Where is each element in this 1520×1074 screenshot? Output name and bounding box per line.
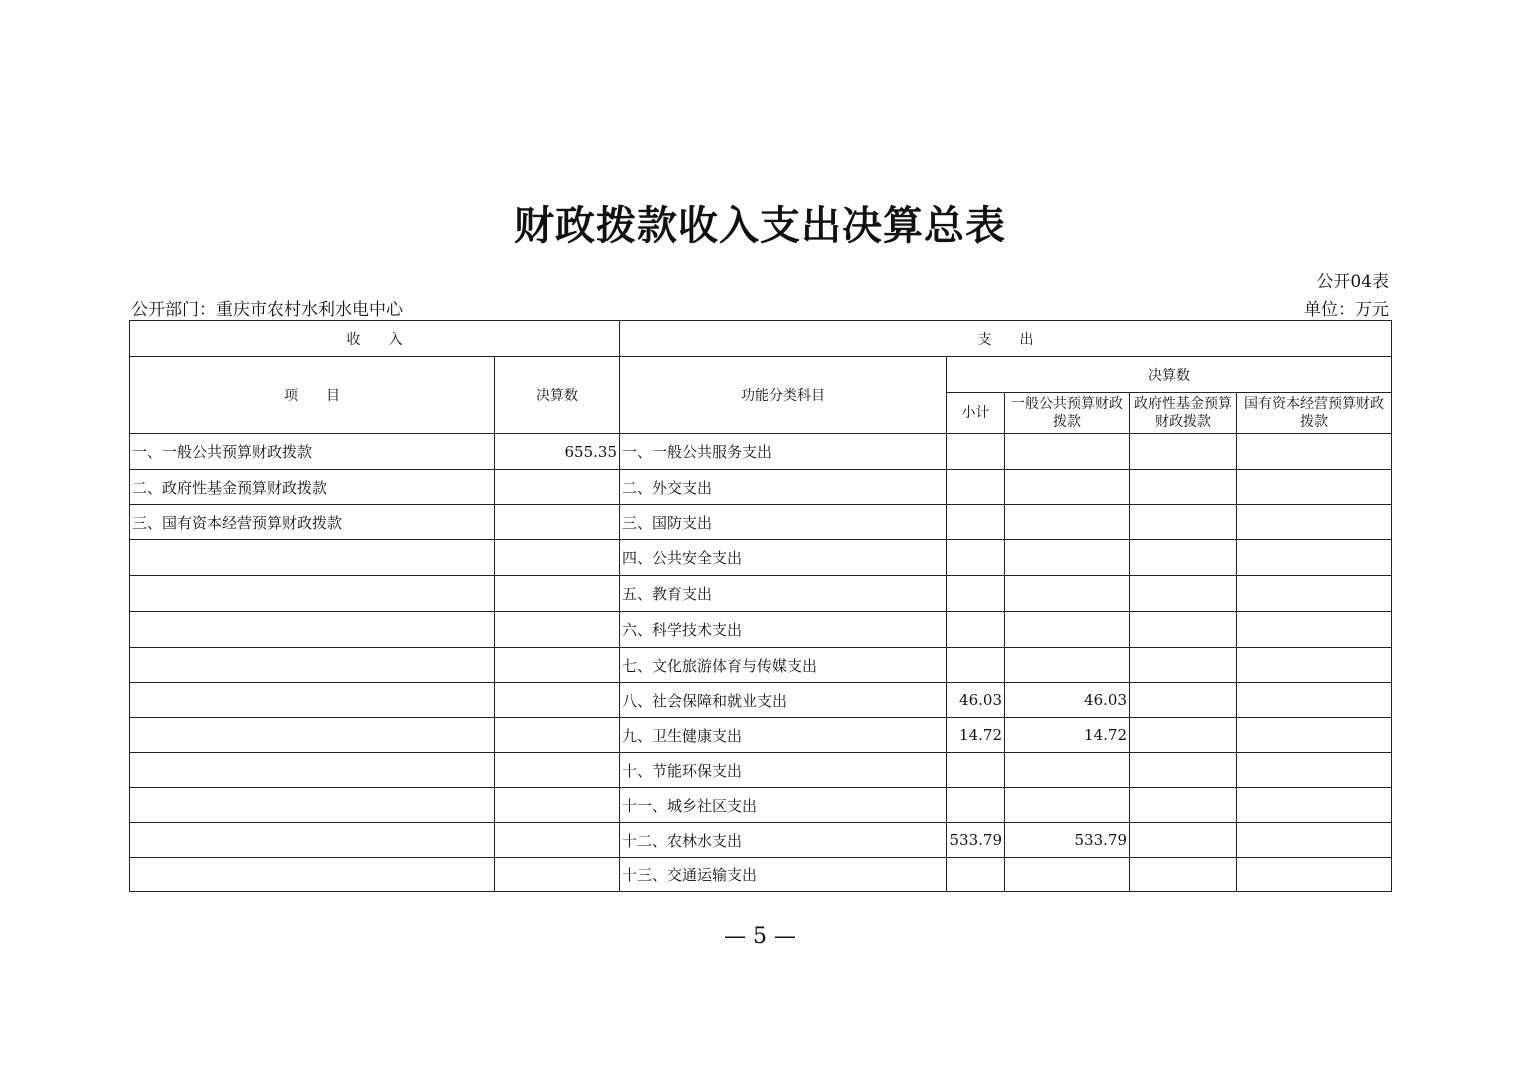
item-header: 项 目 [130, 357, 495, 434]
table-row [130, 540, 1392, 576]
expense-header: 支 出 [620, 321, 1392, 357]
subtotal-cell [947, 788, 1005, 823]
state-capital-cell [1237, 858, 1392, 892]
function-item-cell: 二、外交支出 [620, 470, 947, 505]
state-capital-cell [1237, 470, 1392, 505]
fund-budget-cell [1130, 753, 1237, 788]
state-capital-cell [1237, 505, 1392, 540]
header-row-top [130, 321, 1392, 357]
income-item-cell: 三、国有资本经营预算财政拨款 [130, 505, 495, 540]
general-budget-cell [1005, 540, 1130, 576]
income-item-cell [130, 823, 495, 858]
function-header: 功能分类科目 [620, 357, 947, 434]
function-item-cell: 十、节能环保支出 [620, 753, 947, 788]
general-budget-cell [1005, 788, 1130, 823]
income-item-cell [130, 788, 495, 823]
income-item-cell [130, 612, 495, 648]
income-item-cell [130, 858, 495, 892]
subtotal-cell [947, 470, 1005, 505]
income-amount-cell [495, 683, 620, 718]
fund-budget-cell [1130, 823, 1237, 858]
table-row [130, 612, 1392, 648]
income-amount-cell [495, 718, 620, 753]
fund-budget-cell [1130, 470, 1237, 505]
state-capital-cell [1237, 434, 1392, 470]
general-budget-cell [1005, 505, 1130, 540]
income-amount-cell [495, 788, 620, 823]
table-row [130, 823, 1392, 858]
table-row [130, 858, 1392, 892]
subtotal-cell [947, 612, 1005, 648]
subtotal-cell [947, 434, 1005, 470]
function-item-cell: 十二、农林水支出 [620, 823, 947, 858]
income-item-cell [130, 753, 495, 788]
fund-budget-cell [1130, 683, 1237, 718]
fund-budget-cell [1130, 576, 1237, 612]
function-item-cell: 九、卫生健康支出 [620, 718, 947, 753]
subtotal-header: 小计 [947, 393, 1005, 434]
income-item-cell [130, 683, 495, 718]
state-capital-cell [1237, 540, 1392, 576]
income-item-cell: 二、政府性基金预算财政拨款 [130, 470, 495, 505]
subtotal-cell: 533.79 [947, 823, 1005, 858]
income-amount-cell [495, 753, 620, 788]
function-item-cell: 八、社会保障和就业支出 [620, 683, 947, 718]
general-budget-cell: 533.79 [1005, 823, 1130, 858]
income-item-cell [130, 576, 495, 612]
fund-budget-cell [1130, 788, 1237, 823]
subtotal-cell [947, 648, 1005, 683]
state-capital-header: 国有资本经营预算财政拨款 [1237, 393, 1392, 434]
general-budget-cell [1005, 576, 1130, 612]
income-amount-cell [495, 612, 620, 648]
table-row [130, 505, 1392, 540]
general-budget-cell [1005, 470, 1130, 505]
subtotal-cell: 46.03 [947, 683, 1005, 718]
table-row [130, 434, 1392, 470]
state-capital-cell [1237, 648, 1392, 683]
table-row [130, 788, 1392, 823]
fund-budget-cell [1130, 540, 1237, 576]
income-amount-cell: 655.35 [495, 434, 620, 470]
state-capital-cell [1237, 788, 1392, 823]
state-capital-cell [1237, 612, 1392, 648]
unit-label: 单位：万元 [1304, 300, 1389, 320]
table-row [130, 718, 1392, 753]
state-capital-cell [1237, 683, 1392, 718]
fund-budget-cell [1130, 612, 1237, 648]
income-amount-cell [495, 505, 620, 540]
state-capital-cell [1237, 753, 1392, 788]
function-item-cell: 一、一般公共服务支出 [620, 434, 947, 470]
table-row [130, 683, 1392, 718]
final-header: 决算数 [947, 357, 1392, 393]
function-item-cell: 三、国防支出 [620, 505, 947, 540]
page-number: — 5 — [724, 924, 796, 949]
general-budget-header: 一般公共预算财政拨款 [1005, 393, 1130, 434]
general-budget-cell [1005, 648, 1130, 683]
income-amount-cell [495, 470, 620, 505]
general-budget-cell [1005, 434, 1130, 470]
subtotal-cell [947, 753, 1005, 788]
general-budget-cell: 14.72 [1005, 718, 1130, 753]
income-item-cell [130, 648, 495, 683]
income-item-cell [130, 718, 495, 753]
fund-budget-header: 政府性基金预算财政拨款 [1130, 393, 1237, 434]
state-capital-cell [1237, 718, 1392, 753]
general-budget-cell [1005, 753, 1130, 788]
subtotal-cell [947, 576, 1005, 612]
amount-header: 决算数 [495, 357, 620, 434]
income-header: 收 入 [130, 321, 620, 357]
income-amount-cell [495, 858, 620, 892]
general-budget-cell [1005, 858, 1130, 892]
function-item-cell: 五、教育支出 [620, 576, 947, 612]
subtotal-cell [947, 540, 1005, 576]
income-amount-cell [495, 823, 620, 858]
table-row [130, 576, 1392, 612]
subtotal-cell: 14.72 [947, 718, 1005, 753]
subtotal-cell [947, 505, 1005, 540]
function-item-cell: 十一、城乡社区支出 [620, 788, 947, 823]
function-item-cell: 七、文化旅游体育与传媒支出 [620, 648, 947, 683]
income-item-cell: 一、一般公共预算财政拨款 [130, 434, 495, 470]
fund-budget-cell [1130, 505, 1237, 540]
income-amount-cell [495, 648, 620, 683]
form-number: 公开04表 [1316, 272, 1389, 292]
income-amount-cell [495, 540, 620, 576]
table-row [130, 470, 1392, 505]
fund-budget-cell [1130, 648, 1237, 683]
header-row-mid [130, 357, 1392, 393]
function-item-cell: 十三、交通运输支出 [620, 858, 947, 892]
budget-table [129, 320, 1392, 892]
function-item-cell: 六、科学技术支出 [620, 612, 947, 648]
fund-budget-cell [1130, 858, 1237, 892]
subtotal-cell [947, 858, 1005, 892]
state-capital-cell [1237, 823, 1392, 858]
fund-budget-cell [1130, 718, 1237, 753]
fund-budget-cell [1130, 434, 1237, 470]
department-label: 公开部门：重庆市农村水利水电中心 [131, 300, 403, 320]
table-row [130, 648, 1392, 683]
page-title: 财政拨款收入支出决算总表 [514, 202, 1006, 249]
table-row [130, 753, 1392, 788]
general-budget-cell: 46.03 [1005, 683, 1130, 718]
income-item-cell [130, 540, 495, 576]
general-budget-cell [1005, 612, 1130, 648]
function-item-cell: 四、公共安全支出 [620, 540, 947, 576]
income-amount-cell [495, 576, 620, 612]
state-capital-cell [1237, 576, 1392, 612]
